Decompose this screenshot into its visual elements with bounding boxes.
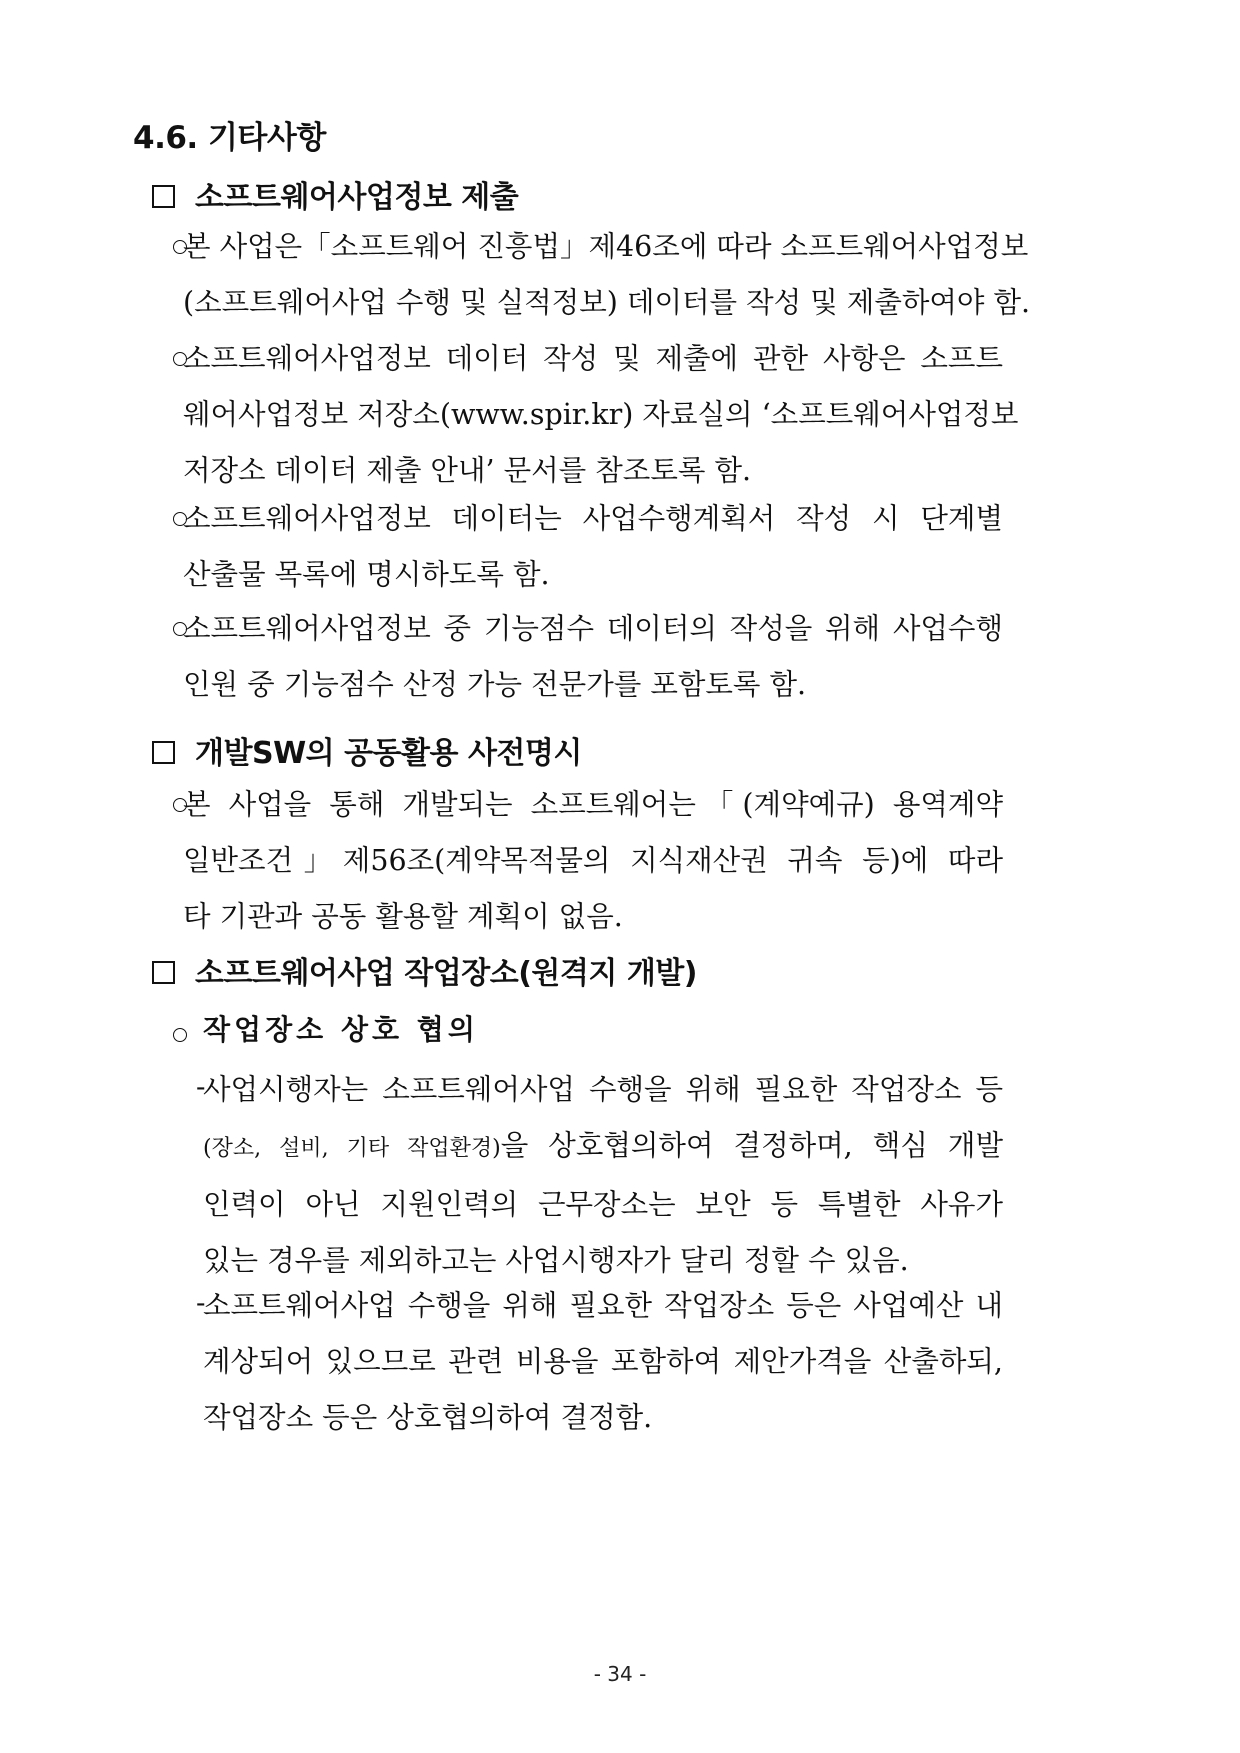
section-heading: 4.6. 기타사항	[133, 120, 326, 156]
dash-bullet: -	[196, 1070, 206, 1103]
list-item	[183, 777, 1003, 945]
text-line: 있는 경우를 제외하고는 사업시행자가 달리 정할 수 있음.	[203, 1244, 909, 1277]
list-item	[183, 219, 1031, 331]
section-title-workplace	[152, 948, 697, 992]
text-line: 소프트웨어사업 수행을 위해 필요한 작업장소 등은 사업예산 내	[203, 1289, 1003, 1322]
list-item	[183, 331, 1019, 499]
text-line: 본 사업은「소프트웨어 진흥법」제46조에 따라 소프트웨어사업정보	[183, 230, 1029, 263]
section-title-text: 소프트웨어사업 작업장소(원격지 개발)	[195, 956, 697, 991]
text-line	[203, 1118, 1003, 1177]
section-title-text: 소프트웨어사업정보 제출	[195, 180, 519, 215]
text-line: 소프트웨어사업정보 중 기능점수 데이터의 작성을 위해 사업수행	[183, 612, 1003, 645]
section-title-sw-info	[152, 172, 518, 216]
list-item	[203, 1278, 1003, 1446]
circle-bullet-icon	[173, 1028, 187, 1042]
text-line: 산출물 목록에 명시하도록 함.	[183, 558, 550, 591]
checkbox-square-icon	[152, 961, 175, 984]
text-line: 웨어사업정보 저장소(www.spir.kr) 자료실의 ‘소프트웨어사업정보	[183, 398, 1019, 431]
text-line: 사업시행자는 소프트웨어사업 수행을 위해 필요한 작업장소 등	[203, 1073, 1003, 1106]
text-line: 인력이 아닌 지원인력의 근무장소는 보안 등 특별한 사유가	[203, 1188, 1003, 1221]
text-line: 계상되어 있으므로 관련 비용을 포함하여 제안가격을 산출하되,	[203, 1345, 1003, 1378]
list-item	[183, 491, 1003, 603]
text-line: (소프트웨어사업 수행 및 실적정보) 데이터를 작성 및 제출하여야 함.	[183, 286, 1031, 319]
text-line: 인원 중 기능점수 산정 가능 전문가를 포함토록 함.	[183, 668, 807, 701]
section-title-sw-sharing	[152, 728, 582, 772]
text-line: 본 사업을 통해 개발되는 소프트웨어는「(계약예규) 용역계약	[183, 788, 1003, 821]
text-line: 소프트웨어사업정보 데이터는 사업수행계획서 작성 시 단계별	[183, 502, 1003, 535]
page-number: - 34 -	[593, 1662, 647, 1686]
list-item	[183, 601, 1003, 713]
subheading-workplace-consultation: 작업장소 상호 협의	[203, 1013, 479, 1046]
text-line: 일반조건」제56조(계약목적물의 지식재산권 귀속 등)에 따라	[183, 844, 1003, 877]
text-line: 소프트웨어사업정보 데이터 작성 및 제출에 관한 사항은 소프트	[183, 342, 1003, 375]
checkbox-square-icon	[152, 741, 175, 764]
text-line: 타 기관과 공동 활용할 계획이 없음.	[183, 900, 623, 933]
checkbox-square-icon	[152, 185, 175, 208]
text-line: 저장소 데이터 제출 안내’ 문서를 참조토록 함.	[183, 454, 752, 487]
section-title-text: 개발SW의 공동활용 사전명시	[195, 736, 582, 771]
list-item	[203, 1062, 1003, 1289]
small-text-prefix: (장소, 설비, 기타 작업환경)	[203, 1136, 501, 1161]
text-fragment: 을 상호협의하여 결정하며, 핵심 개발	[500, 1129, 1003, 1162]
dash-bullet: -	[196, 1286, 206, 1319]
text-line: 작업장소 등은 상호협의하여 결정함.	[203, 1401, 653, 1434]
